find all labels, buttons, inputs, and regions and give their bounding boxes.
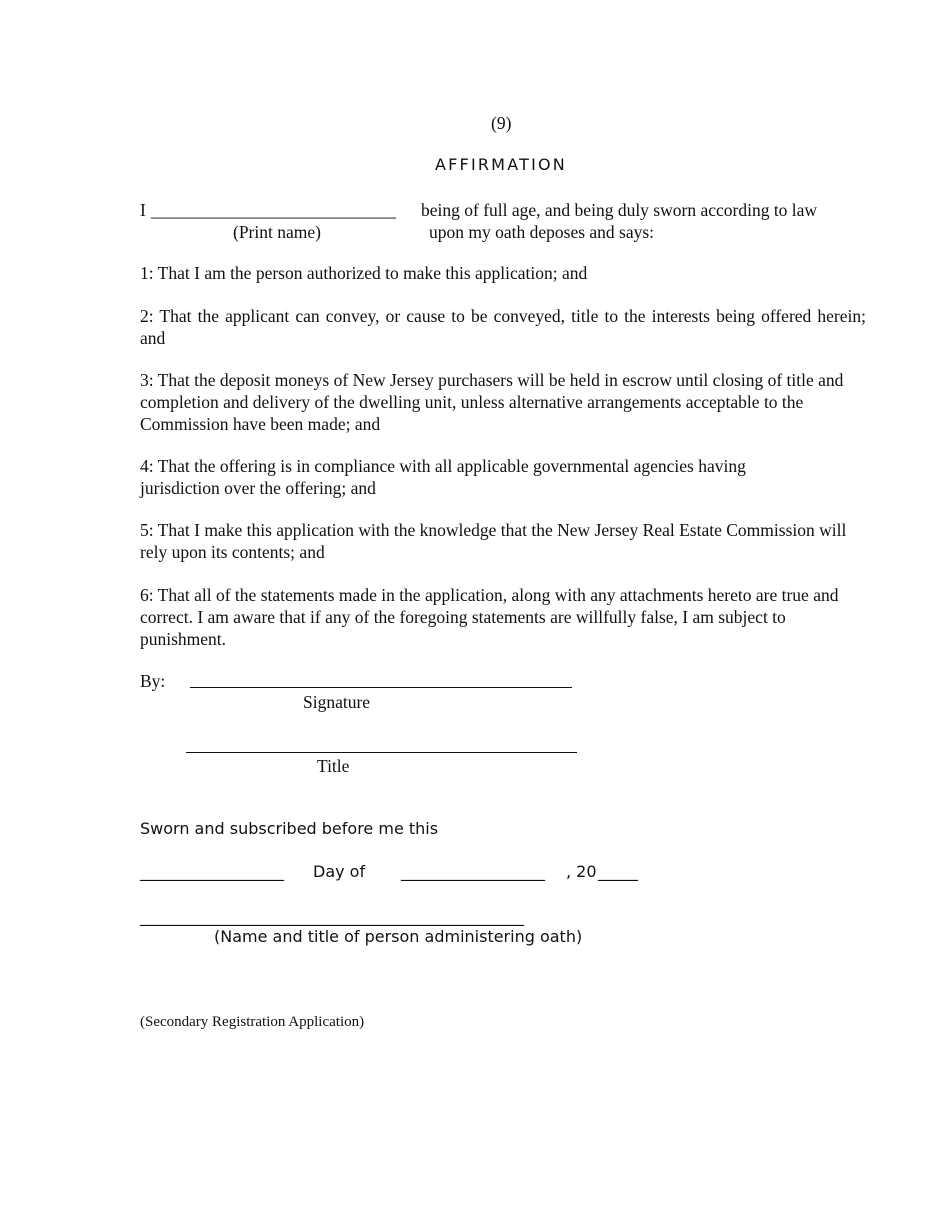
statement-1: 1: That I am the person authorized to make this application; and <box>140 263 588 283</box>
month-blank: __________________ <box>401 862 545 881</box>
title-label: Title <box>317 756 350 776</box>
day-of-label: Day of <box>313 862 366 881</box>
sworn-text: Sworn and subscribed before me this <box>140 819 439 838</box>
footer-text: (Secondary Registration Application) <box>140 1014 365 1030</box>
statement-5: 5: That I make this application with the knowledge that the New Jersey Real Estate Commission will rely upon its contents; and <box>140 520 847 562</box>
year-blank: _____ <box>598 862 638 881</box>
print-name-line: ____________________________ <box>151 200 396 220</box>
document-title: AFFIRMATION <box>435 155 567 174</box>
intro-prefix: I <box>140 200 146 220</box>
administrator-label: (Name and title of person administering oath) <box>214 927 583 946</box>
signature-line <box>190 687 572 688</box>
signature-label: Signature <box>303 692 371 712</box>
day-blank: __________________ <box>140 862 284 881</box>
intro-line1: being of full age, and being duly sworn according to law <box>421 200 818 220</box>
intro-line2: upon my oath deposes and says: <box>429 222 655 242</box>
administrator-line: ________________________________________________ <box>140 907 524 926</box>
statement-4: 4: That the offering is in compliance with all applicable governmental agencies having jurisdiction over the offering; and <box>140 456 746 498</box>
statement-6: 6: That all of the statements made in the application, along with any attachments hereto are true and correct. I am aware that if any of the foregoing statements are willfully false, I am subject to punishment. <box>140 585 839 649</box>
page-number: (9) <box>491 113 512 133</box>
year-prefix: , 20 <box>566 862 597 881</box>
title-line <box>186 752 577 753</box>
print-name-label: (Print name) <box>233 222 321 242</box>
by-label: By: <box>140 671 166 691</box>
statement-3: 3: That the deposit moneys of New Jersey purchasers will be held in escrow until closing of title and completion and delivery of the dwelling unit, unless alternative arrangements acceptable to the Commission have been made; and <box>140 370 844 434</box>
statement-2: 2: That the applicant can convey, or cause to be conveyed, title to the interests being offered herein; and <box>140 306 866 348</box>
